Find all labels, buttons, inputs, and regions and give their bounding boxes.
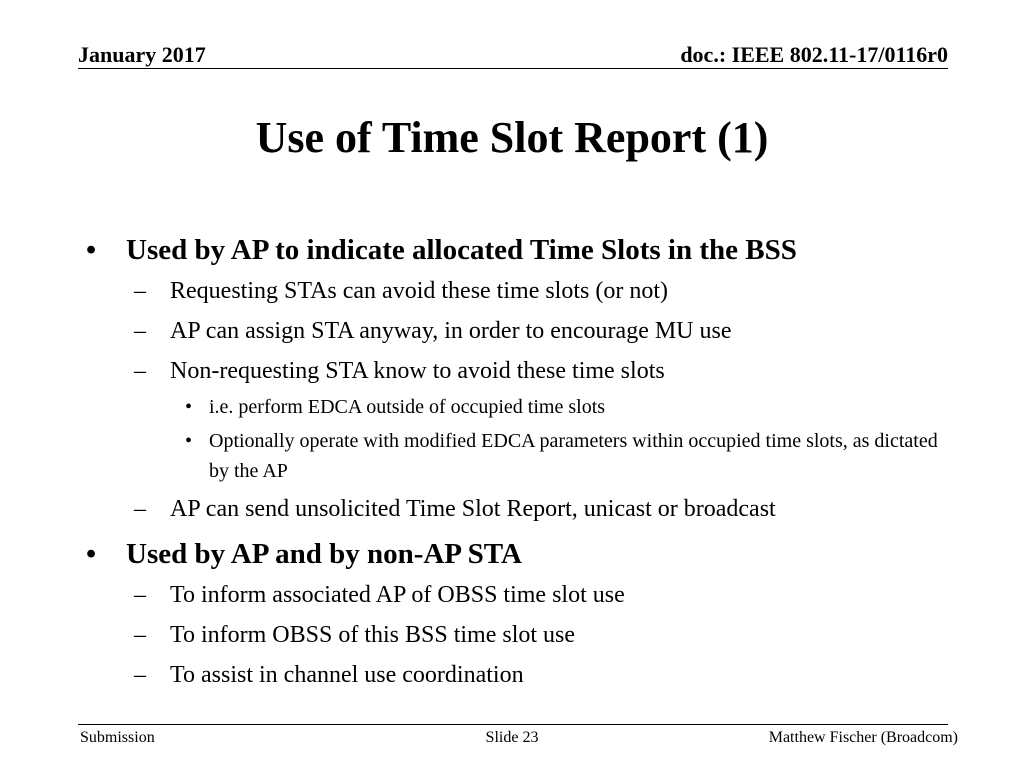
- slide-body: [80, 228, 960, 690]
- dash-marker: –: [134, 496, 146, 522]
- footer-submission: Submission: [80, 729, 155, 746]
- dash-marker: –: [134, 582, 146, 608]
- footer-slide-number: Slide 23: [485, 729, 539, 746]
- dot-marker: •: [185, 430, 193, 452]
- sub-bullet-item: [126, 620, 960, 650]
- sub-sub-bullet-item: [182, 392, 960, 422]
- footer-author: Matthew Fischer (Broadcom): [768, 729, 958, 746]
- bullet-item: [80, 230, 960, 270]
- footer-divider: [78, 724, 948, 725]
- sub-bullet-item: [126, 660, 960, 690]
- sub-bullet-text: To assist in channel use coordination: [170, 662, 524, 688]
- dot-marker: •: [185, 396, 193, 418]
- sub-bullet-text: AP can assign STA anyway, in order to encourage MU use: [170, 318, 732, 344]
- sub-bullet-text: Requesting STAs can avoid these time slots (or not): [170, 278, 668, 304]
- dash-marker: –: [134, 662, 146, 688]
- header-divider: [78, 68, 948, 69]
- sub-bullet-item: [126, 276, 960, 306]
- bullet-text: Used by AP to indicate allocated Time Slots in the BSS: [126, 234, 797, 266]
- sub-bullet-text: To inform OBSS of this BSS time slot use: [170, 622, 576, 648]
- sub-sub-bullet-item: [182, 426, 960, 486]
- dash-marker: –: [134, 622, 146, 648]
- dash-marker: –: [134, 358, 146, 384]
- sub-sub-bullet-text: Optionally operate with modified EDCA parameters within occupied time slots, as dictated by the AP: [209, 430, 938, 482]
- sub-bullet-item: [126, 494, 960, 524]
- bullet-marker: •: [86, 234, 97, 266]
- sub-bullet-item: [126, 580, 960, 610]
- bullet-marker: •: [86, 538, 97, 570]
- sub-bullet-item: [126, 356, 960, 386]
- sub-bullet-item: [126, 316, 960, 346]
- dash-marker: –: [134, 278, 146, 304]
- sub-sub-bullet-text: i.e. perform EDCA outside of occupied time slots: [209, 396, 606, 418]
- bullet-item: [80, 534, 960, 574]
- slide-title: Use of Time Slot Report (1): [255, 113, 769, 162]
- header-doc-id: doc.: IEEE 802.11-17/0116r0: [680, 42, 948, 67]
- header-date: January 2017: [78, 42, 206, 67]
- bullet-text: Used by AP and by non-AP STA: [126, 538, 522, 570]
- sub-bullet-text: To inform associated AP of OBSS time slot use: [170, 582, 625, 608]
- sub-bullet-text: Non-requesting STA know to avoid these time slots: [170, 358, 665, 384]
- sub-bullet-text: AP can send unsolicited Time Slot Report, unicast or broadcast: [170, 496, 776, 522]
- dash-marker: –: [134, 318, 146, 344]
